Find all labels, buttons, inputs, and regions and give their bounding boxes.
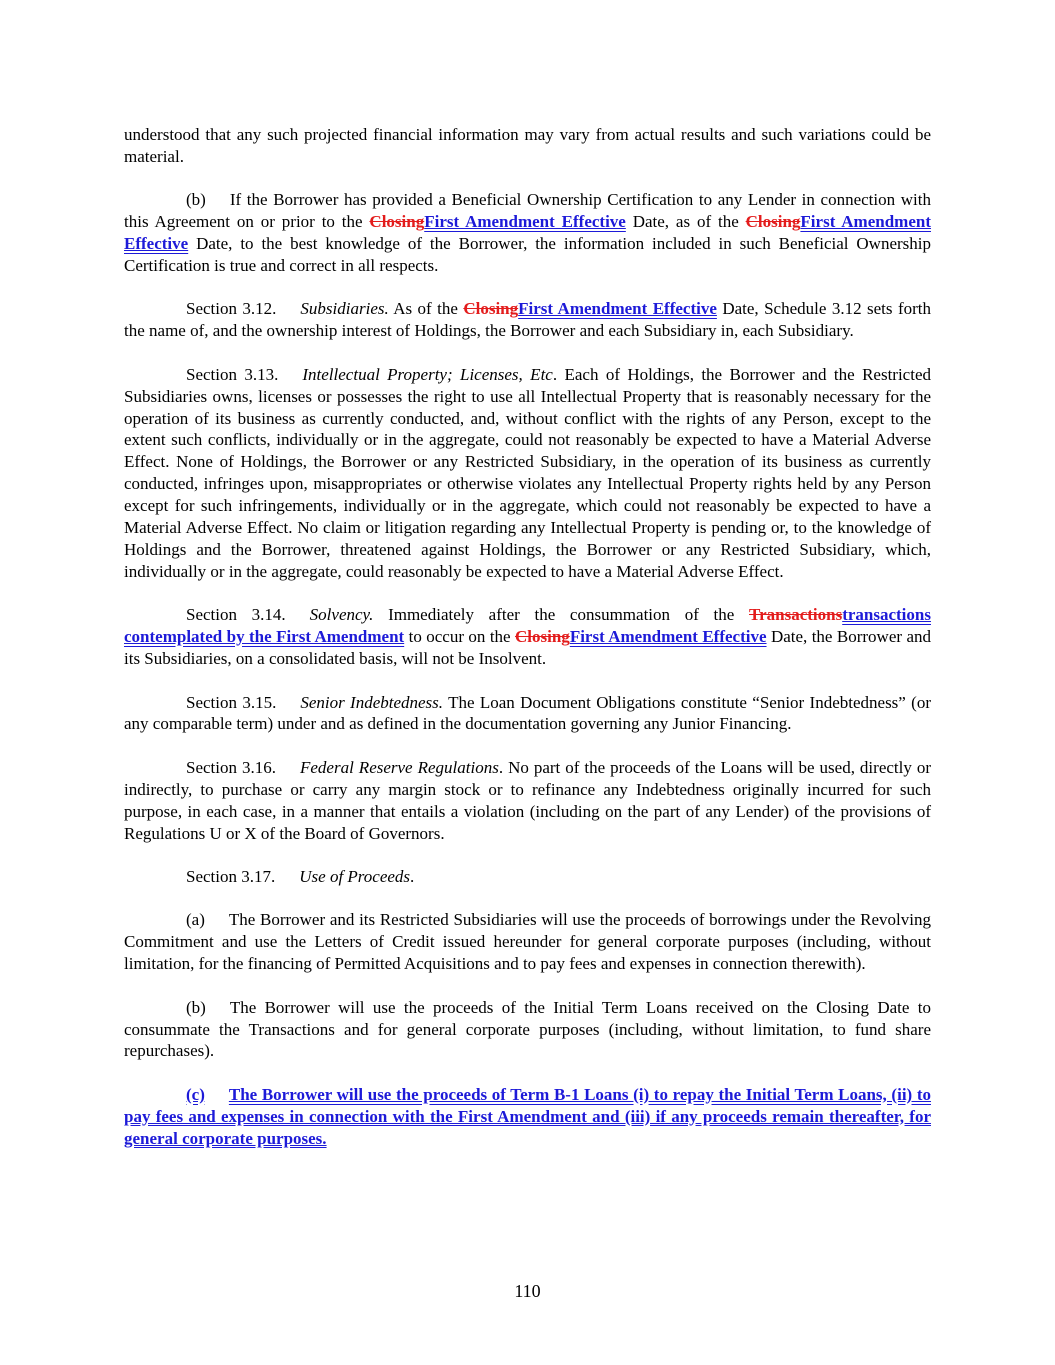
- section-title: Subsidiaries.: [300, 299, 389, 319]
- inserted-text: First Amendment Effective: [124, 212, 931, 254]
- inserted-text: First Amendment Effective: [424, 212, 626, 232]
- clause-label: (a): [186, 910, 205, 930]
- paragraph-text: .: [410, 866, 415, 886]
- section-3-13: [124, 364, 931, 583]
- inserted-text: The Borrower will use the proceeds of Term B-1 Loans (i) to repay the Initial Term Loans, (ii) to pay fees and expenses in connection with the First Amendment and (iii) if any proceeds remain thereafter, for general corporate purposes.: [124, 1084, 931, 1148]
- paragraph-text: . No part of the proceeds of the Loans will be used, directly or indirectly, to purchase or carry any margin stock or to refinance any Indebtedness originally incurred for such purpose, in each case, in a manner that entails a violation (including on the part of any Lender) of the provisions of Regulations U or X of the Board of Governors.: [124, 757, 932, 843]
- section-title: Intellectual Property; Licenses, Etc: [302, 364, 553, 384]
- clause-label: (b): [186, 997, 206, 1017]
- paragraph-text: Date, as of the: [625, 212, 746, 232]
- paragraph-text: to occur on the: [404, 627, 516, 647]
- section-3-17-a: [124, 909, 931, 975]
- section-title: Solvency.: [309, 605, 374, 625]
- paragraph-text: . Each of Holdings, the Borrower and the Restricted Subsidiaries owns, licenses or possesses the right to use all Intellectual Property that is reasonably necessary for the operation of its business as currently conducted, and, without conflict with the rights of any Person, except to the extent such conflicts, individually or in the aggregate, could not reasonably be expected to have a Material Adverse Effect. None of Holdings, the Borrower or any Restricted Subsidiary, in the operation of its business as currently conducted, infringes upon, misappropriates or otherwise violates any Intellectual Property rights held by any Person except for such infringements, individually or in the aggregate, which could not reasonably be expected to have a Material Adverse Effect. No claim or litigation regarding any Intellectual Property is pending or, to the knowledge of Holdings and the Borrower, threatened against Holdings, the Borrower or any Restricted Subsidiary, which, individually or in the aggregate, could reasonably be expected to have a Material Adverse Effect.: [124, 364, 931, 581]
- deleted-text: Closing: [515, 627, 570, 647]
- paragraph-text: If the Borrower has provided a Beneficial Ownership Certification to any Lender in connection with this Agreement on or prior to the: [124, 190, 931, 232]
- deleted-text: Transactions: [749, 605, 843, 625]
- section-3-16: [124, 757, 931, 845]
- paragraph-text: Date, to the best knowledge of the Borrower, the information included in such Beneficial Ownership Certification is true and correct in all respects.: [124, 234, 931, 276]
- paragraph-text: The Borrower and its Restricted Subsidiaries will use the proceeds of borrowings under the Revolving Commitment and use the Letters of Credit issued hereunder for general corporate purposes (including, without limitation, for the financing of Permitted Acquisitions and to pay fees and expenses in connection therewith).: [124, 910, 931, 974]
- section-title: Senior Indebtedness.: [300, 692, 444, 712]
- paragraph-text: The Loan Document Obligations constitute “Senior Indebtedness” (or any comparable term) under and as defined in the documentation governing any Junior Financing.: [124, 692, 931, 734]
- section-number: Section 3.12.: [186, 299, 277, 319]
- paragraph-continuation: [124, 124, 931, 168]
- paragraph-text: Immediately after the consummation of the: [373, 605, 749, 625]
- section-3-12: [124, 298, 931, 342]
- section-3-17: [124, 866, 931, 888]
- section-3-17-b: [124, 997, 931, 1063]
- inserted-text: First Amendment Effective: [569, 627, 767, 647]
- section-3-14: [124, 604, 931, 670]
- inserted-text: First Amendment Effective: [518, 299, 717, 319]
- paragraph-b-beneficial-ownership: [124, 189, 931, 277]
- section-title: Use of Proceeds: [299, 866, 411, 886]
- page-number: 110: [514, 1281, 541, 1301]
- inserted-text: transactions contemplated by the First Amendment: [124, 605, 931, 647]
- document-page: [124, 124, 931, 1171]
- section-number: Section 3.13.: [186, 364, 279, 384]
- deleted-text: Closing: [745, 212, 801, 232]
- paragraph-text: The Borrower will use the proceeds of the Initial Term Loans received on the Closing Date to consummate the Transactions and for general corporate purposes (including, without limitation, to fund share repurchases).: [124, 997, 931, 1061]
- section-number: Section 3.17.: [186, 866, 276, 886]
- section-3-15: [124, 692, 931, 736]
- paragraph-text: Date, the Borrower and its Subsidiaries, on a consolidated basis, will not be Insolvent.: [124, 627, 931, 669]
- deleted-text: Closing: [369, 212, 425, 232]
- paragraph-text: As of the: [388, 299, 464, 319]
- deleted-text: Closing: [463, 299, 519, 319]
- paragraph-text: Date, Schedule 3.12 sets forth the name of, and the ownership interest of Holdings, the Borrower and each Subsidiary in, each Subsidiary.: [124, 299, 931, 341]
- clause-label: (c): [186, 1084, 205, 1104]
- clause-label: (b): [186, 190, 206, 210]
- paragraph-text: understood that any such projected financial information may vary from actual results and such variations could be material.: [124, 125, 931, 166]
- section-3-17-c-inserted: [124, 1084, 931, 1150]
- section-number: Section 3.14.: [186, 605, 286, 625]
- section-number: Section 3.16.: [186, 757, 276, 777]
- section-number: Section 3.15.: [186, 692, 277, 712]
- section-title: Federal Reserve Regulations: [300, 757, 499, 777]
